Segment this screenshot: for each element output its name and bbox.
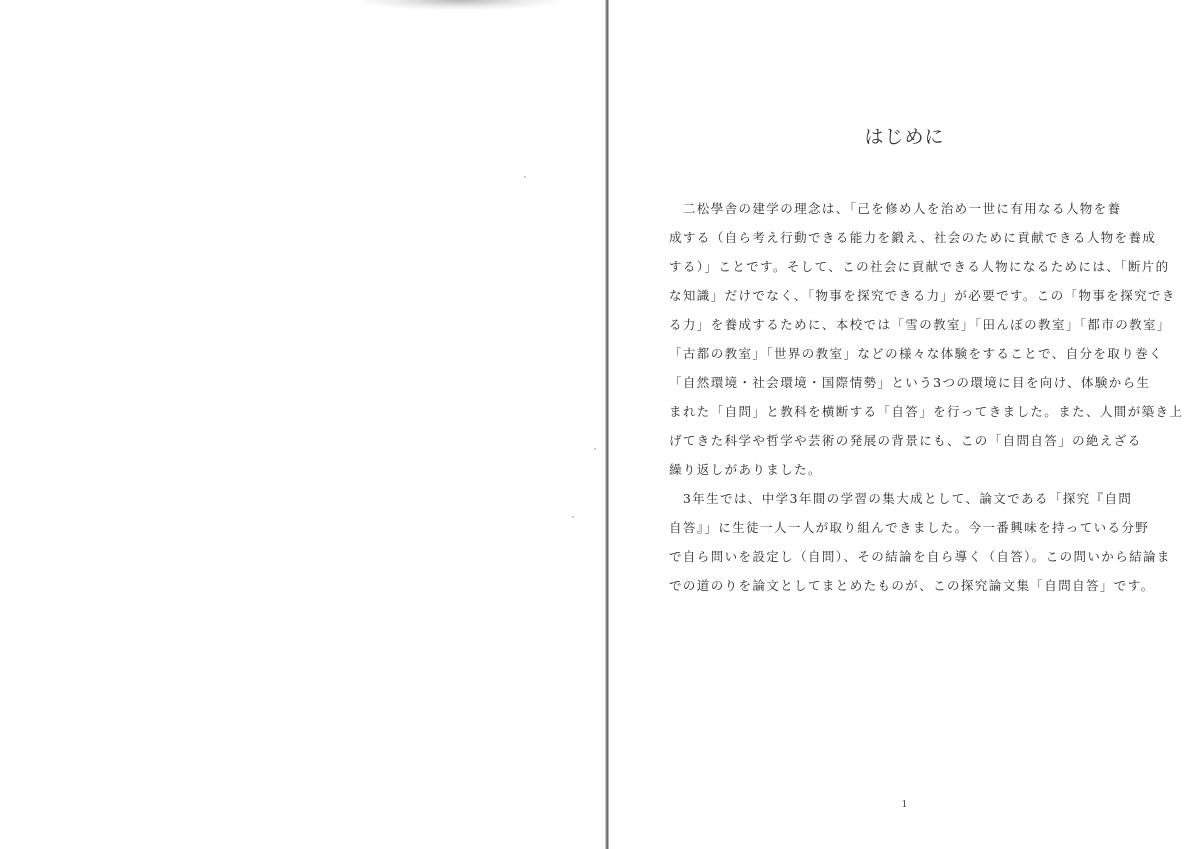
text-line: で自ら問いを設定し（自問）、その結論を自ら導く（自答）。この問いから結論ま xyxy=(669,549,1171,564)
page-number: 1 xyxy=(901,800,908,810)
text-line: げてきた科学や哲学や芸術の発展の背景にも、この「自問自答」の絶えざる xyxy=(669,433,1142,448)
text-line: 自答』」に生徒一人一人が取り組んできました。今一番興味を持っている分野 xyxy=(669,520,1150,535)
text-line: する）」ことです。そして、この社会に貢献できる人物になるためには、「断片的 xyxy=(669,259,1170,274)
right-text-page xyxy=(609,0,1200,849)
text-line: な知識」だけでなく、「物事を探究できる力」が必要です。この「物事を探究でき xyxy=(669,288,1176,303)
scan-speck xyxy=(524,176,526,178)
text-line: 「自然環境・社会環境・国際情勢」という3つの環境に目を向け、体験から生 xyxy=(669,375,1151,390)
text-line: まれた「自問」と教科を横断する「自答」を行ってきました。また、人間が築き上 xyxy=(669,404,1184,419)
scan-speck xyxy=(572,516,574,518)
text-line: 「古都の教室」「世界の教室」などの様々な体験をすることで、自分を取り巻く xyxy=(669,346,1163,361)
scan-shadow xyxy=(360,0,560,10)
text-line: 成する（自ら考え行動できる能力を鍛え、社会のために貢献できる人物を養成 xyxy=(669,230,1157,245)
scan-speck xyxy=(594,448,596,450)
text-line: での道のりを論文としてまとめたものが、この探究論文集「自問自答」です。 xyxy=(669,578,1155,593)
text-line: る力」を養成するために、本校では「雪の教室」「田んぼの教室」「都市の教室」 xyxy=(669,317,1171,332)
text-line: 二松學舎の建学の理念は、「己を修め人を治め一世に有用なる人物を養 xyxy=(669,201,1122,216)
body-text xyxy=(669,194,1184,600)
text-line: 繰り返しがありました。 xyxy=(669,462,822,477)
text-line: 3年生では、中学3年間の学習の集大成として、論文である「探究『自問 xyxy=(669,491,1133,506)
page-title: はじめに xyxy=(864,126,945,148)
